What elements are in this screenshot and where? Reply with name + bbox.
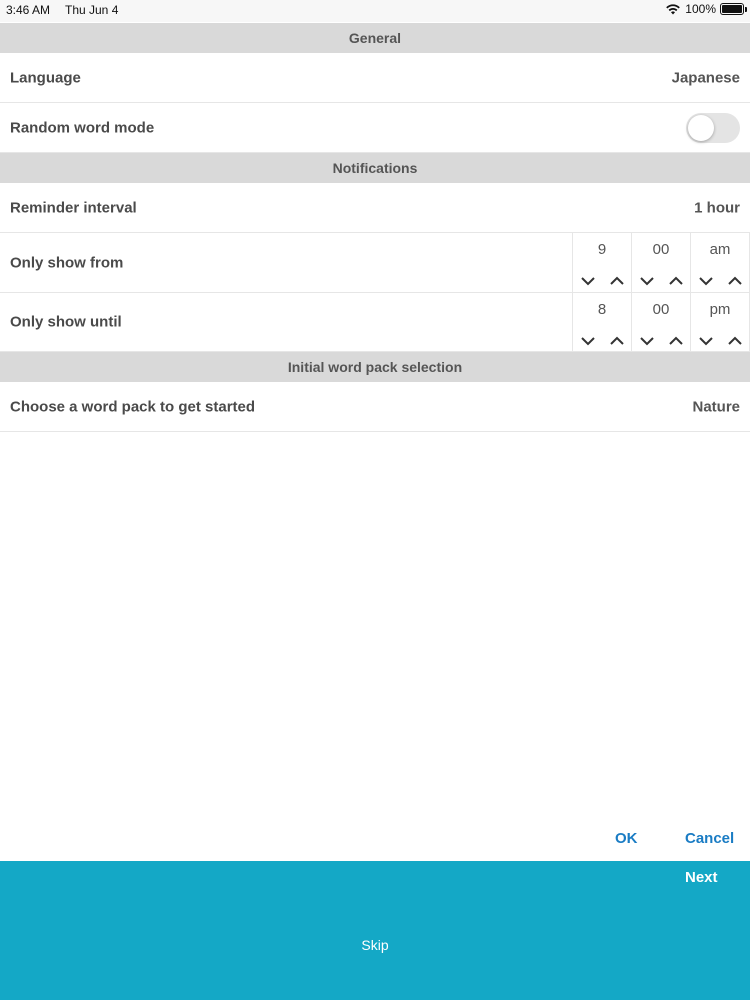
only-show-from-row xyxy=(0,233,750,293)
until-period-column xyxy=(691,293,750,352)
reminder-interval-row[interactable] xyxy=(0,183,750,233)
random-word-mode-toggle[interactable] xyxy=(686,113,740,143)
chevron-up-icon[interactable] xyxy=(609,276,625,286)
word-pack-value[interactable]: Nature xyxy=(692,398,740,415)
battery-percent: 100% xyxy=(685,2,716,16)
battery-icon xyxy=(720,3,744,15)
chevron-up-icon[interactable] xyxy=(727,276,743,286)
only-show-from-label: Only show from xyxy=(10,254,124,271)
chevron-down-icon[interactable] xyxy=(698,276,714,286)
word-pack-row[interactable] xyxy=(0,382,750,432)
reminder-interval-value[interactable]: 1 hour xyxy=(694,199,740,216)
from-minute-column xyxy=(632,233,691,292)
only-show-until-row xyxy=(0,293,750,352)
language-label: Language xyxy=(10,69,81,86)
section-notifications: Notifications xyxy=(0,153,750,183)
chevron-down-icon[interactable] xyxy=(698,336,714,346)
toggle-knob xyxy=(688,115,714,141)
until-hour-value: 8 xyxy=(597,301,607,318)
until-minute-value: 00 xyxy=(652,301,670,318)
from-hour-column xyxy=(573,233,632,292)
word-pack-label: Choose a word pack to get started xyxy=(10,398,256,415)
section-initial-word-pack: Initial word pack selection xyxy=(0,352,750,382)
chevron-down-icon[interactable] xyxy=(639,336,655,346)
chevron-up-icon[interactable] xyxy=(668,276,684,286)
chevron-down-icon[interactable] xyxy=(580,276,596,286)
next-button[interactable]: Next xyxy=(685,869,718,886)
chevron-down-icon[interactable] xyxy=(639,276,655,286)
until-time-picker xyxy=(572,293,750,352)
from-period-column xyxy=(691,233,750,292)
until-minute-column xyxy=(632,293,691,352)
cancel-button[interactable]: Cancel xyxy=(685,830,735,847)
status-bar xyxy=(0,0,750,22)
until-hour-column xyxy=(573,293,632,352)
language-value[interactable]: Japanese xyxy=(671,69,740,86)
section-general: General xyxy=(0,23,750,53)
random-word-mode-label: Random word mode xyxy=(10,119,155,136)
wifi-icon xyxy=(665,3,681,15)
status-time: 3:46 AM xyxy=(6,3,51,17)
from-period-value: am xyxy=(709,241,731,258)
random-word-mode-row xyxy=(0,103,750,153)
ok-button[interactable]: OK xyxy=(615,830,638,847)
chevron-down-icon[interactable] xyxy=(580,336,596,346)
status-date: Thu Jun 4 xyxy=(65,3,119,17)
from-time-picker xyxy=(572,233,750,292)
from-minute-value: 00 xyxy=(652,241,670,258)
skip-button[interactable]: Skip xyxy=(361,937,389,953)
only-show-until-label: Only show until xyxy=(10,313,122,331)
reminder-interval-label: Reminder interval xyxy=(10,199,137,216)
status-right xyxy=(665,2,744,16)
until-period-value: pm xyxy=(709,301,731,318)
from-hour-value: 9 xyxy=(597,241,607,258)
chevron-up-icon[interactable] xyxy=(668,336,684,346)
language-row[interactable] xyxy=(0,53,750,103)
chevron-up-icon[interactable] xyxy=(727,336,743,346)
footer-bar xyxy=(0,861,750,1000)
chevron-up-icon[interactable] xyxy=(609,336,625,346)
